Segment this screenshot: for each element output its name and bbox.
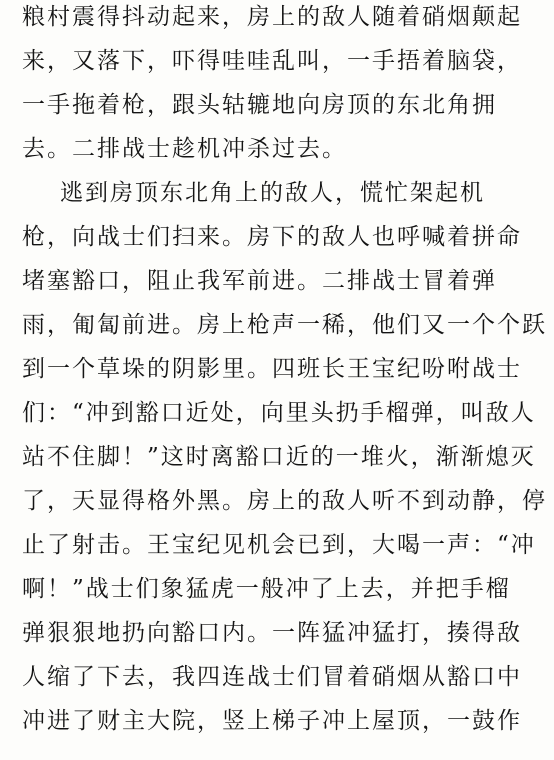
text-line: 枪，向战士们扫来。房下的敌人也呼喊着拼命 <box>22 224 522 250</box>
text-line: 去。二排战士趁机冲杀过去。 <box>22 136 347 162</box>
text-line: 止了射击。王宝纪见机会已到，大喝一声：“冲 <box>22 532 536 558</box>
text-line: 堵塞豁口，阻止我军前进。二排战士冒着弹 <box>22 268 497 294</box>
text-line: 来，又落下，吓得哇哇乱叫，一手捂着脑袋， <box>22 48 522 74</box>
text-line: 雨，匍匐前进。房上枪声一稀，他们又一个个跃 <box>22 312 547 338</box>
text-line: 站不住脚！”这时离豁口近的一堆火，渐渐熄灭 <box>22 444 536 470</box>
text-line: 们：“冲到豁口近处，向里头扔手榴弹，叫敌人 <box>22 400 536 426</box>
text-line: 啊！”战士们象猛虎一般冲了上去，并把手榴 <box>22 576 511 602</box>
text-line: 一手拖着枪，跟头轱辘地向房顶的东北角拥 <box>22 92 497 118</box>
text-line: 弹狠狠地扔向豁口内。一阵猛冲猛打，揍得敌 <box>22 620 522 646</box>
text-line: 人缩了下去，我四连战士们冒着硝烟从豁口中 <box>22 664 522 690</box>
paragraph-first-line: 逃到房顶东北角上的敌人，慌忙架起机 <box>60 180 485 206</box>
text-line: 到一个草垛的阴影里。四班长王宝纪吩咐战士 <box>22 356 522 382</box>
text-line: 粮村震得抖动起来，房上的敌人随着硝烟颠起 <box>22 4 522 30</box>
text-line: 冲进了财主大院，竖上梯子冲上屋顶，一鼓作 <box>22 708 522 734</box>
text-line: 了，天显得格外黑。房上的敌人听不到动静，停 <box>22 488 547 514</box>
